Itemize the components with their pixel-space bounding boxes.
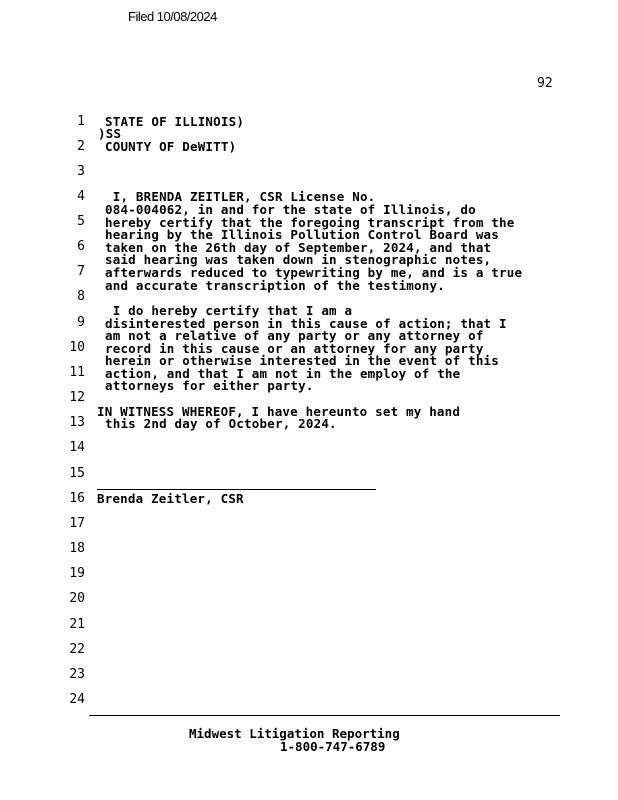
transcript-line-text: attorneys for either party.: [105, 378, 314, 393]
signature-line: [97, 489, 376, 490]
transcript-line-text: Brenda Zeitler, CSR: [97, 491, 244, 506]
page-number: 92: [537, 76, 553, 91]
line-number: 10: [69, 340, 85, 355]
transcript-line-text: 084-004062, in and for the state of Illinois, do: [105, 202, 476, 217]
transcript-line-text: )SS: [98, 126, 122, 141]
transcript-line-text: said hearing was taken down in stenographic notes,: [105, 252, 492, 267]
filed-date-stamp: Filed 10/08/2024: [128, 9, 217, 24]
line-number: 21: [69, 617, 85, 632]
line-number: 4: [77, 189, 85, 204]
line-number: 12: [69, 390, 85, 405]
footer-company: Midwest Litigation Reporting: [189, 726, 400, 741]
transcript-line-text: am not a relative of any party or any attorney of: [105, 328, 484, 343]
transcript-line-text: I do hereby certify that I am a: [105, 303, 353, 318]
line-number: 17: [69, 516, 85, 531]
line-number: 23: [69, 667, 85, 682]
footer-rule: [89, 715, 560, 716]
transcript-line-text: and accurate transcription of the testimony.: [105, 278, 445, 293]
line-number: 3: [77, 164, 85, 179]
footer-phone: 1-800-747-6789: [280, 739, 386, 754]
line-number: 14: [69, 440, 85, 455]
transcript-line-text: disinterested person in this cause of action; that I: [105, 316, 507, 331]
line-number: 13: [69, 415, 85, 430]
transcript-line-text: record in this cause or an attorney for any party: [105, 341, 484, 356]
transcript-line-text: COUNTY OF DeWITT): [105, 139, 237, 154]
line-number: 9: [77, 315, 85, 330]
line-number: 6: [77, 239, 85, 254]
transcript-line-text: hearing by the Illinois Pollution Control Board was: [105, 227, 500, 242]
line-number: 11: [69, 365, 85, 380]
line-number: 1: [77, 114, 85, 129]
line-number: 15: [69, 466, 85, 481]
line-number: 8: [77, 289, 85, 304]
line-number: 7: [77, 264, 85, 279]
line-number: 24: [69, 692, 85, 707]
line-number: 2: [77, 139, 85, 154]
transcript-line-text: afterwards reduced to typewriting by me, and is a true: [105, 265, 523, 280]
line-number: 18: [69, 541, 85, 556]
transcript-line-text: STATE OF ILLINOIS): [105, 114, 245, 129]
transcript-line-text: herein or otherwise interested in the event of this: [105, 353, 500, 368]
line-number: 5: [77, 214, 85, 229]
transcript-line-text: I, BRENDA ZEITLER, CSR License No.: [105, 189, 376, 204]
transcript-line-text: taken on the 26th day of September, 2024, and that: [105, 240, 492, 255]
line-number: 22: [69, 642, 85, 657]
line-number: 16: [69, 491, 85, 506]
line-number: 19: [69, 566, 85, 581]
transcript-line-text: hereby certify that the foregoing transcript from the: [105, 215, 515, 230]
transcript-line-text: action, and that I am not in the employ of the: [105, 366, 461, 381]
transcript-line-text: this 2nd day of October, 2024.: [105, 416, 337, 431]
line-number: 20: [69, 591, 85, 606]
transcript-line-text: IN WITNESS WHEREOF, I have hereunto set my hand: [97, 404, 461, 419]
